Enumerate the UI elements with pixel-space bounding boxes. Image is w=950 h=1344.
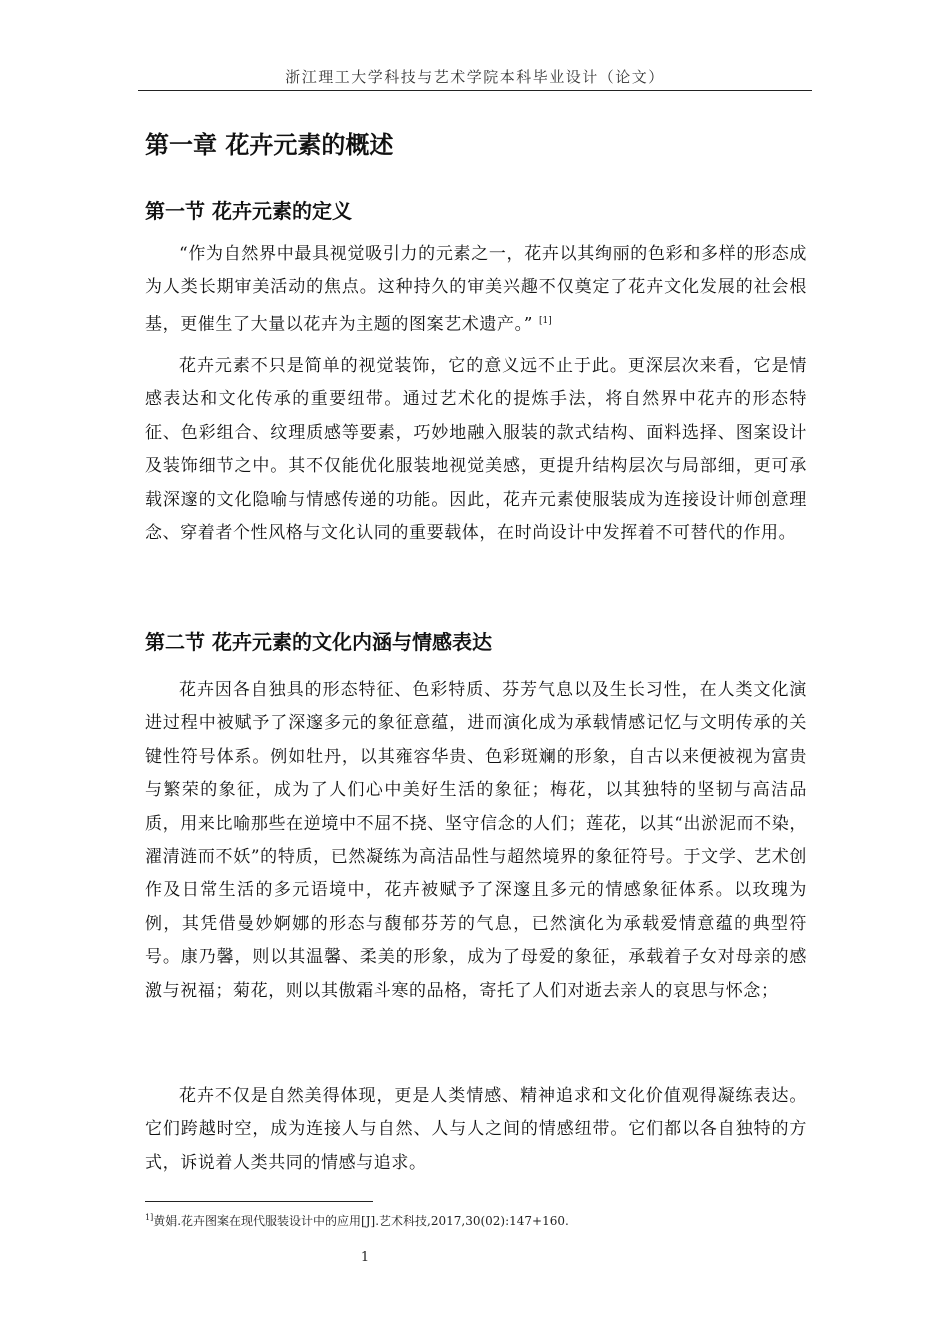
section-title-1: 第一节 花卉元素的定义: [145, 199, 352, 223]
section-title-2: 第二节 花卉元素的文化内涵与情感表达: [145, 630, 492, 654]
header-divider: [138, 90, 812, 91]
footnote-text: 黄娟.花卉图案在现代服装设计中的应用[J].艺术科技,2017,30(02):147+160.: [153, 1214, 569, 1228]
section-1-paragraph-1: [145, 238, 807, 342]
section-2-paragraph-2: 花卉不仅是自然美得体现，更是人类情感、精神追求和文化价值观得凝练表达。它们跨越时空，成为连接人与自然、人与人之间的情感纽带。它们都以各自独特的方式，诉说着人类共同的情感与追求。: [145, 1086, 807, 1173]
section-2-paragraph-1: 花卉因各自独具的形态特征、色彩特质、芬芳气息以及生长习性，在人类文化演进过程中被赋予了深邃多元的象征意蕴，进而演化成为承载情感记忆与文明传承的关键性符号体系。例如牡丹，以其雍容华贵、色彩斑斓的形象，自古以来便被视为富贵与繁荣的象征，成为了人们心中美好生活的象征；梅花，以其独特的坚韧与高洁品质，用来比喻那些在逆境中不屈不挠、坚守信念的人们；莲花，以其“出淤泥而不染，濯清涟而不妖”的特质，已然凝练为高洁品性与超然境界的象征符号。于文学、艺术创作及日常生活的多元语境中，花卉被赋予了深邃且多元的情感象征体系。以玫瑰为例，其凭借曼妙婀娜的形态与馥郁芬芳的气息，已然演化为承载爱情意蕴的典型符号。康乃馨，则以其温馨、柔美的形象，成为了母爱的象征，承载着子女对母亲的感激与祝福；菊花，则以其傲霜斗寒的品格，寄托了人们对逝去亲人的哀思与怀念；: [145, 680, 807, 1001]
footnote-divider: [145, 1201, 373, 1202]
footnote-marker: 1]: [145, 1213, 154, 1222]
page-number: 1: [360, 1250, 370, 1265]
footnote: [145, 1212, 569, 1229]
paragraph-text: “作为自然界中最具视觉吸引力的元素之一，花卉以其绚丽的色彩和多样的形态成为人类长期审美活动的焦点。这种持久的审美兴趣不仅奠定了花卉文化发展的社会根基，更催生了大量以花卉为主题的图案艺术遗产。”: [145, 244, 807, 335]
chapter-title: 第一章 花卉元素的概述: [145, 131, 394, 159]
citation-marker: [1]: [539, 315, 552, 326]
running-header: 浙江理工大学科技与艺术学院本科毕业设计（论文）: [285, 68, 665, 86]
section-1-paragraph-2: 花卉元素不只是简单的视觉装饰，它的意义远不止于此。更深层次来看，它是情感表达和文化传承的重要纽带。通过艺术化的提炼手法，将自然界中花卉的形态特征、色彩组合、纹理质感等要素，巧妙地融入服装的款式结构、面料选择、图案设计及装饰细节之中。其不仅能优化服装地视觉美感，更提升结构层次与局部细，更可承载深邃的文化隐喻与情感传递的功能。因此，花卉元素使服装成为连接设计师创意理念、穿着者个性风格与文化认同的重要载体，在时尚设计中发挥着不可替代的作用。: [145, 356, 807, 544]
